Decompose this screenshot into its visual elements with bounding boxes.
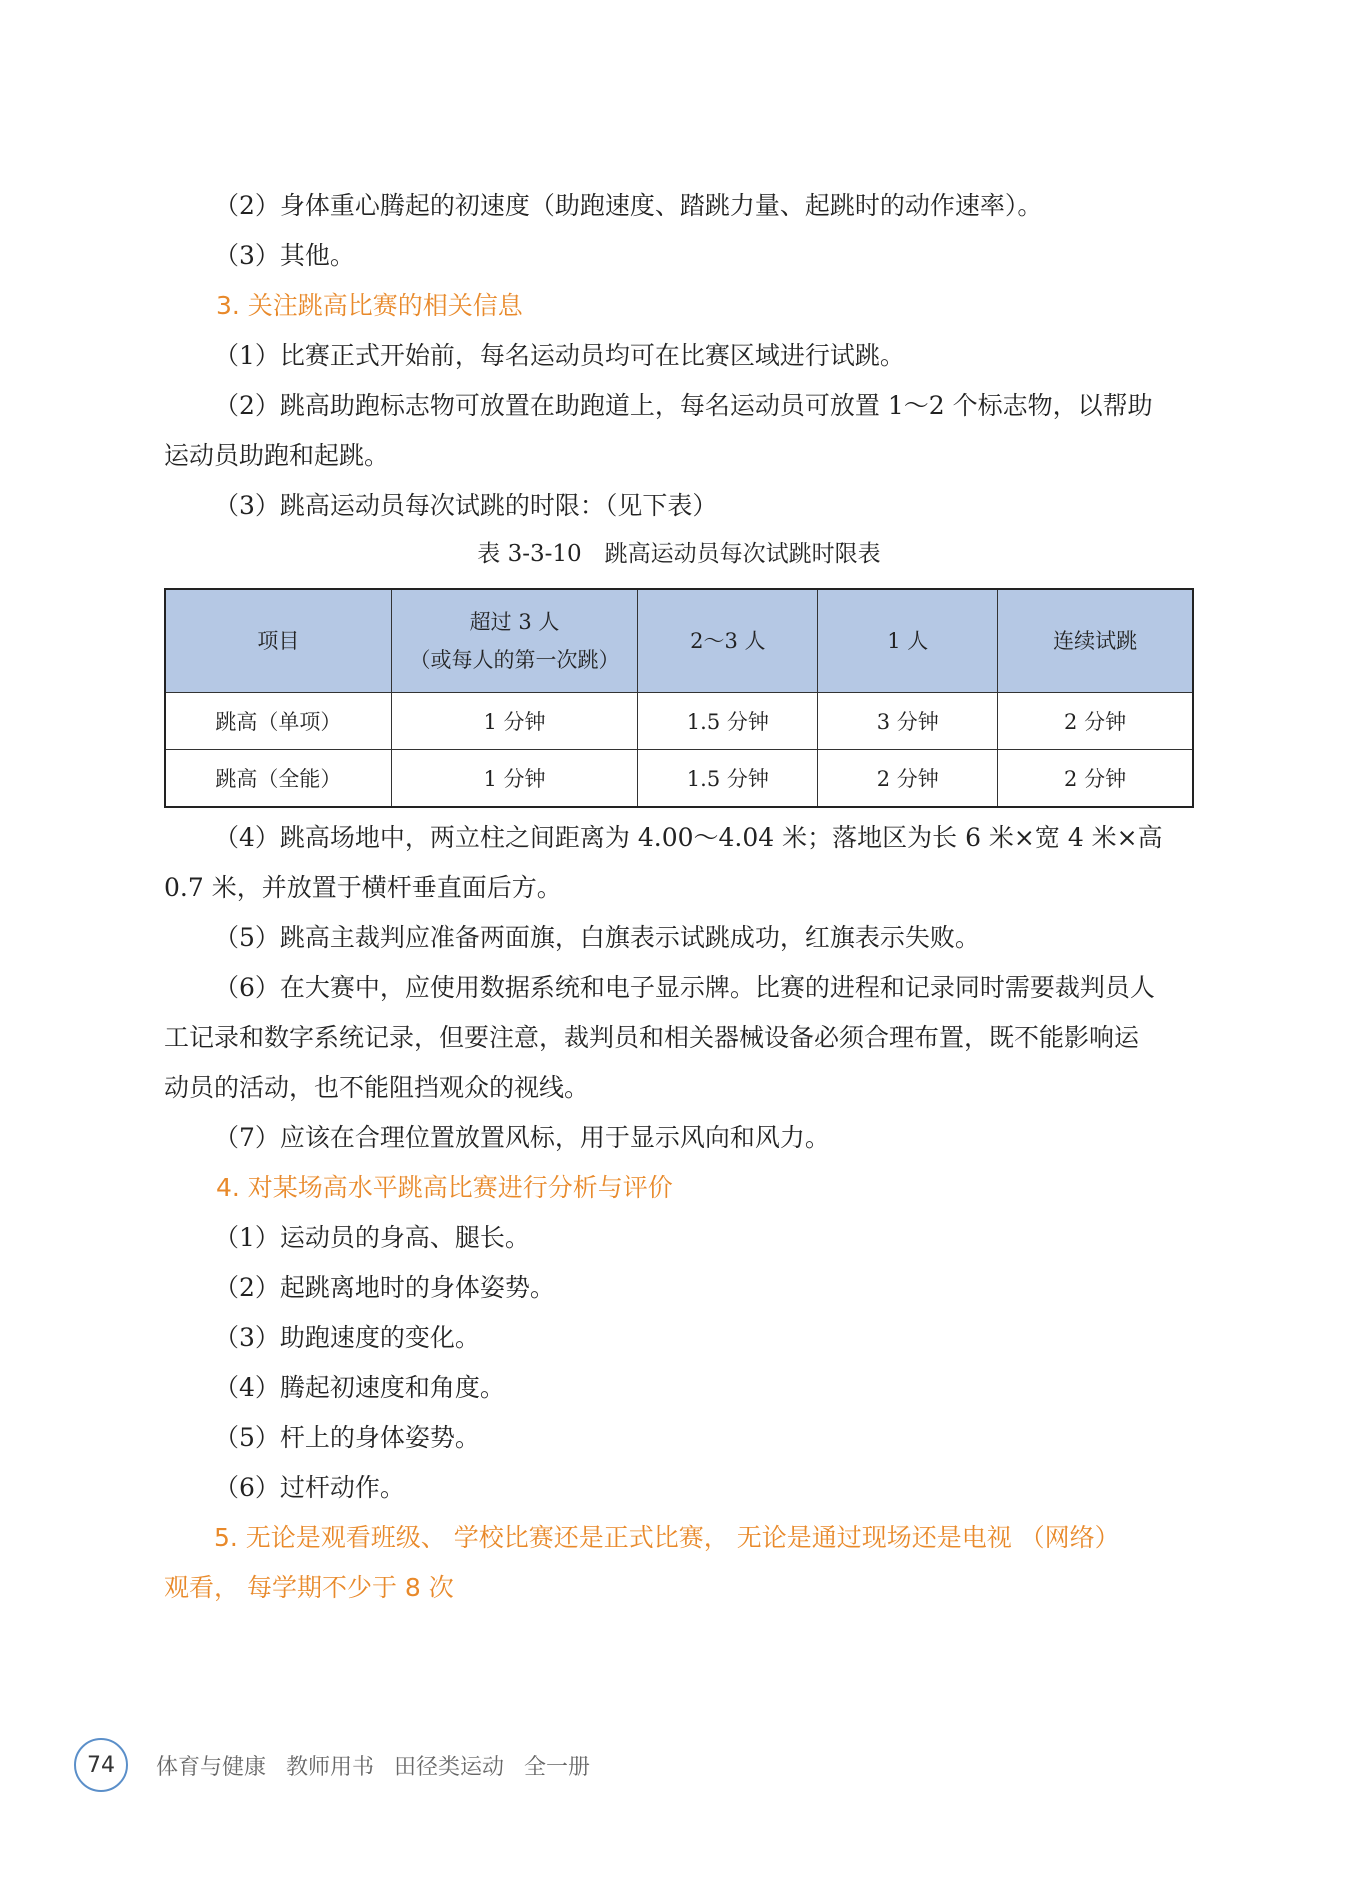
header-cell: 2～3 人 [638, 589, 818, 693]
list-item: （1）运动员的身高、腿长。 [214, 1223, 530, 1252]
table-cell: 1.5 分钟 [638, 750, 818, 808]
footer-item: 体育与健康 [156, 1754, 267, 1780]
paragraph-continuation: 0.7 米，并放置于横杆垂直面后方。 [164, 873, 562, 902]
list-item: （5）杆上的身体姿势。 [214, 1423, 480, 1452]
header-cell [391, 589, 638, 693]
list-item: （4）腾起初速度和角度。 [214, 1373, 505, 1402]
header-cell: 连续试跳 [998, 589, 1193, 693]
list-item: （2）起跳离地时的身体姿势。 [214, 1273, 555, 1302]
table-cell: 3 分钟 [818, 693, 998, 750]
table-cell: 2 分钟 [818, 750, 998, 808]
paragraph: （5）跳高主裁判应准备两面旗，白旗表示试跳成功，红旗表示失败。 [214, 923, 980, 952]
list-item: （6）过杆动作。 [214, 1473, 405, 1502]
header-line: 超过 3 人 [469, 610, 560, 634]
list-item: （3）助跑速度的变化。 [214, 1323, 480, 1352]
table-cell: 2 分钟 [998, 750, 1193, 808]
section-heading-4: 4. 对某场高水平跳高比赛进行分析与评价 [216, 1173, 673, 1202]
paragraph: （4）跳高场地中，两立柱之间距离为 4.00～4.04 米；落地区为长 6 米×宽 4 米×高 [214, 823, 1163, 852]
table-header-row [165, 589, 1193, 693]
paragraph: （3）跳高运动员每次试跳的时限：（见下表） [214, 491, 718, 520]
table-cell: 跳高（全能） [165, 750, 391, 808]
header-line: （或每人的第一次跳） [409, 648, 620, 672]
table-caption: 表 3-3-10 跳高运动员每次试跳时限表 [477, 541, 881, 567]
footer-book-info [156, 1750, 610, 1781]
page-footer [74, 1735, 610, 1795]
paragraph-continuation: 运动员助跑和起跳。 [164, 441, 390, 470]
paragraph: （3）其他。 [214, 241, 355, 270]
section-heading-3: 3. 关注跳高比赛的相关信息 [216, 291, 523, 320]
table-row [165, 693, 1193, 750]
paragraph: （1）比赛正式开始前，每名运动员均可在比赛区域进行试跳。 [214, 341, 905, 370]
table-cell: 1.5 分钟 [638, 693, 818, 750]
time-limit-table [164, 588, 1194, 808]
paragraph: （7）应该在合理位置放置风标，用于显示风向和风力。 [214, 1123, 830, 1152]
table-cell: 跳高（单项） [165, 693, 391, 750]
table-cell: 1 分钟 [391, 750, 638, 808]
footer-item: 教师用书 [286, 1754, 375, 1780]
table-cell: 2 分钟 [998, 693, 1193, 750]
paragraph: （2）身体重心腾起的初速度（助跑速度、踏跳力量、起跳时的动作速率）。 [214, 191, 1043, 220]
table-row [165, 750, 1193, 808]
paragraph: （6）在大赛中，应使用数据系统和电子显示牌。比赛的进程和记录同时需要裁判员人 [214, 973, 1155, 1002]
header-cell: 项目 [165, 589, 391, 693]
footer-item: 全一册 [524, 1754, 591, 1780]
section-heading-5: 5. 无论是观看班级、 学校比赛还是正式比赛， 无论是通过现场还是电视 （网络） [214, 1523, 1120, 1552]
table-cell: 1 分钟 [391, 693, 638, 750]
paragraph-continuation: 工记录和数字系统记录，但要注意，裁判员和相关器械设备必须合理布置，既不能影响运 [164, 1023, 1140, 1052]
footer-item: 田径类运动 [394, 1754, 505, 1780]
paragraph-continuation: 动员的活动，也不能阻挡观众的视线。 [164, 1073, 590, 1102]
section-heading-5-continuation: 观看， 每学期不少于 8 次 [164, 1573, 454, 1602]
page-number: 74 [74, 1738, 128, 1792]
paragraph: （2）跳高助跑标志物可放置在助跑道上，每名运动员可放置 1～2 个标志物，以帮助 [214, 391, 1153, 420]
header-cell: 1 人 [818, 589, 998, 693]
